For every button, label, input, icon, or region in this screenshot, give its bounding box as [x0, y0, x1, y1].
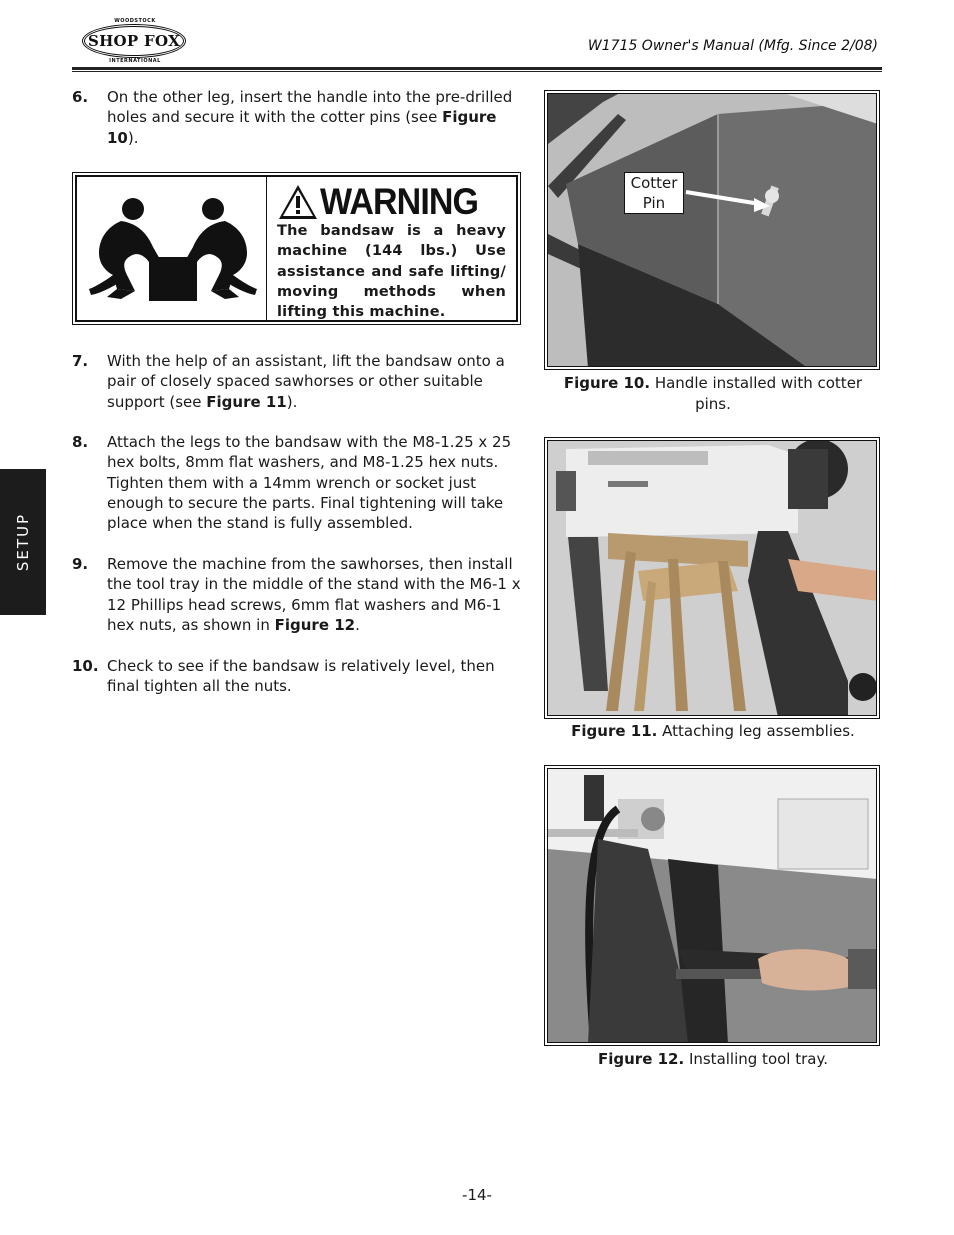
step-number: 7.: [72, 352, 89, 370]
warning-text: The bandsaw is a heavy machine (144 lbs.) Use assistance and safe lifting/ moving methods when lifting this machine.: [277, 223, 506, 321]
step-text: Remove the machine from the sawhorses, then install the tool tray in the middle of the stand with the M6-1 x 12 Phillips head screws, 6mm flat washers and M6-1 hex nuts, as shown in Figure 12.: [107, 555, 521, 634]
figure-12-photo: [547, 768, 877, 1043]
logo-wordmark: SHOP FOX: [82, 24, 186, 58]
figure-label: Figure 10.: [563, 374, 651, 392]
figure-10-photo: [547, 93, 877, 367]
figure-12-caption: Figure 12. Installing tool tray.: [598, 1050, 828, 1068]
step-9: [72, 554, 524, 635]
figure-ref: Figure 11: [206, 392, 287, 411]
manual-title: W1715 Owner's Manual (Mfg. Since 2/08): [587, 38, 878, 54]
step-8: [72, 432, 524, 533]
step-number: 9.: [72, 555, 89, 573]
warning-triangle-icon: [278, 184, 318, 220]
shop-fox-logo: [80, 18, 190, 64]
figure-10-caption: Figure 10. Handle installed with cotter pins.: [563, 374, 863, 413]
two-person-lift-icon: [77, 177, 267, 320]
step-number: 6.: [72, 88, 89, 106]
warning-word: WARNING: [320, 181, 479, 222]
logo-arc-top: WOODSTOCK: [114, 18, 156, 24]
step-number: 10.: [72, 657, 99, 675]
figure-ref: Figure 12: [274, 615, 356, 634]
figure-10-frame: [544, 90, 880, 370]
step-text: With the help of an assistant, lift the bandsaw onto a pair of closely spaced sawhorses or other suitable support (see Figure 11).: [107, 352, 505, 411]
section-tab-label: SETUP: [14, 512, 32, 572]
figure-11-photo: [547, 440, 877, 716]
step-7: [72, 351, 524, 412]
header-divider-thin: [72, 71, 882, 72]
logo-arc-bottom: INTERNATIONAL: [109, 58, 161, 64]
callout-line: Pin: [642, 194, 666, 212]
figure-12-frame: [544, 765, 880, 1046]
figure-ref: Figure 10: [107, 108, 497, 147]
header-divider: [72, 67, 882, 70]
step-number: 8.: [72, 433, 89, 451]
figure-label: Figure 12.: [598, 1050, 685, 1068]
page-number: -14-: [462, 1186, 492, 1204]
step-10: [72, 656, 524, 697]
step-text: Attach the legs to the bandsaw with the M8-1.25 x 25 hex bolts, 8mm flat washers, and M8-1.25 hex nuts. Tighten them with a 14mm wrench or socket just enough to secure the parts. Final tightening will take place when the stand is fully assembled.: [107, 433, 512, 533]
section-tab: [0, 469, 46, 615]
cotter-pin-callout: [624, 172, 684, 214]
figure-label: Figure 11.: [571, 722, 658, 740]
step-text: Check to see if the bandsaw is relatively level, then final tighten all the nuts.: [107, 657, 495, 696]
warning-heading: [278, 183, 492, 221]
callout-line: Cotter: [630, 174, 678, 192]
warning-box: [72, 172, 521, 325]
step-text: On the other leg, insert the handle into the pre-drilled holes and secure it with the cotter pins (see Figure 10).: [107, 88, 513, 147]
figure-11-caption: Figure 11. Attaching leg assemblies.: [571, 722, 855, 740]
step-6: [72, 87, 524, 148]
figure-11-frame: [544, 437, 880, 719]
